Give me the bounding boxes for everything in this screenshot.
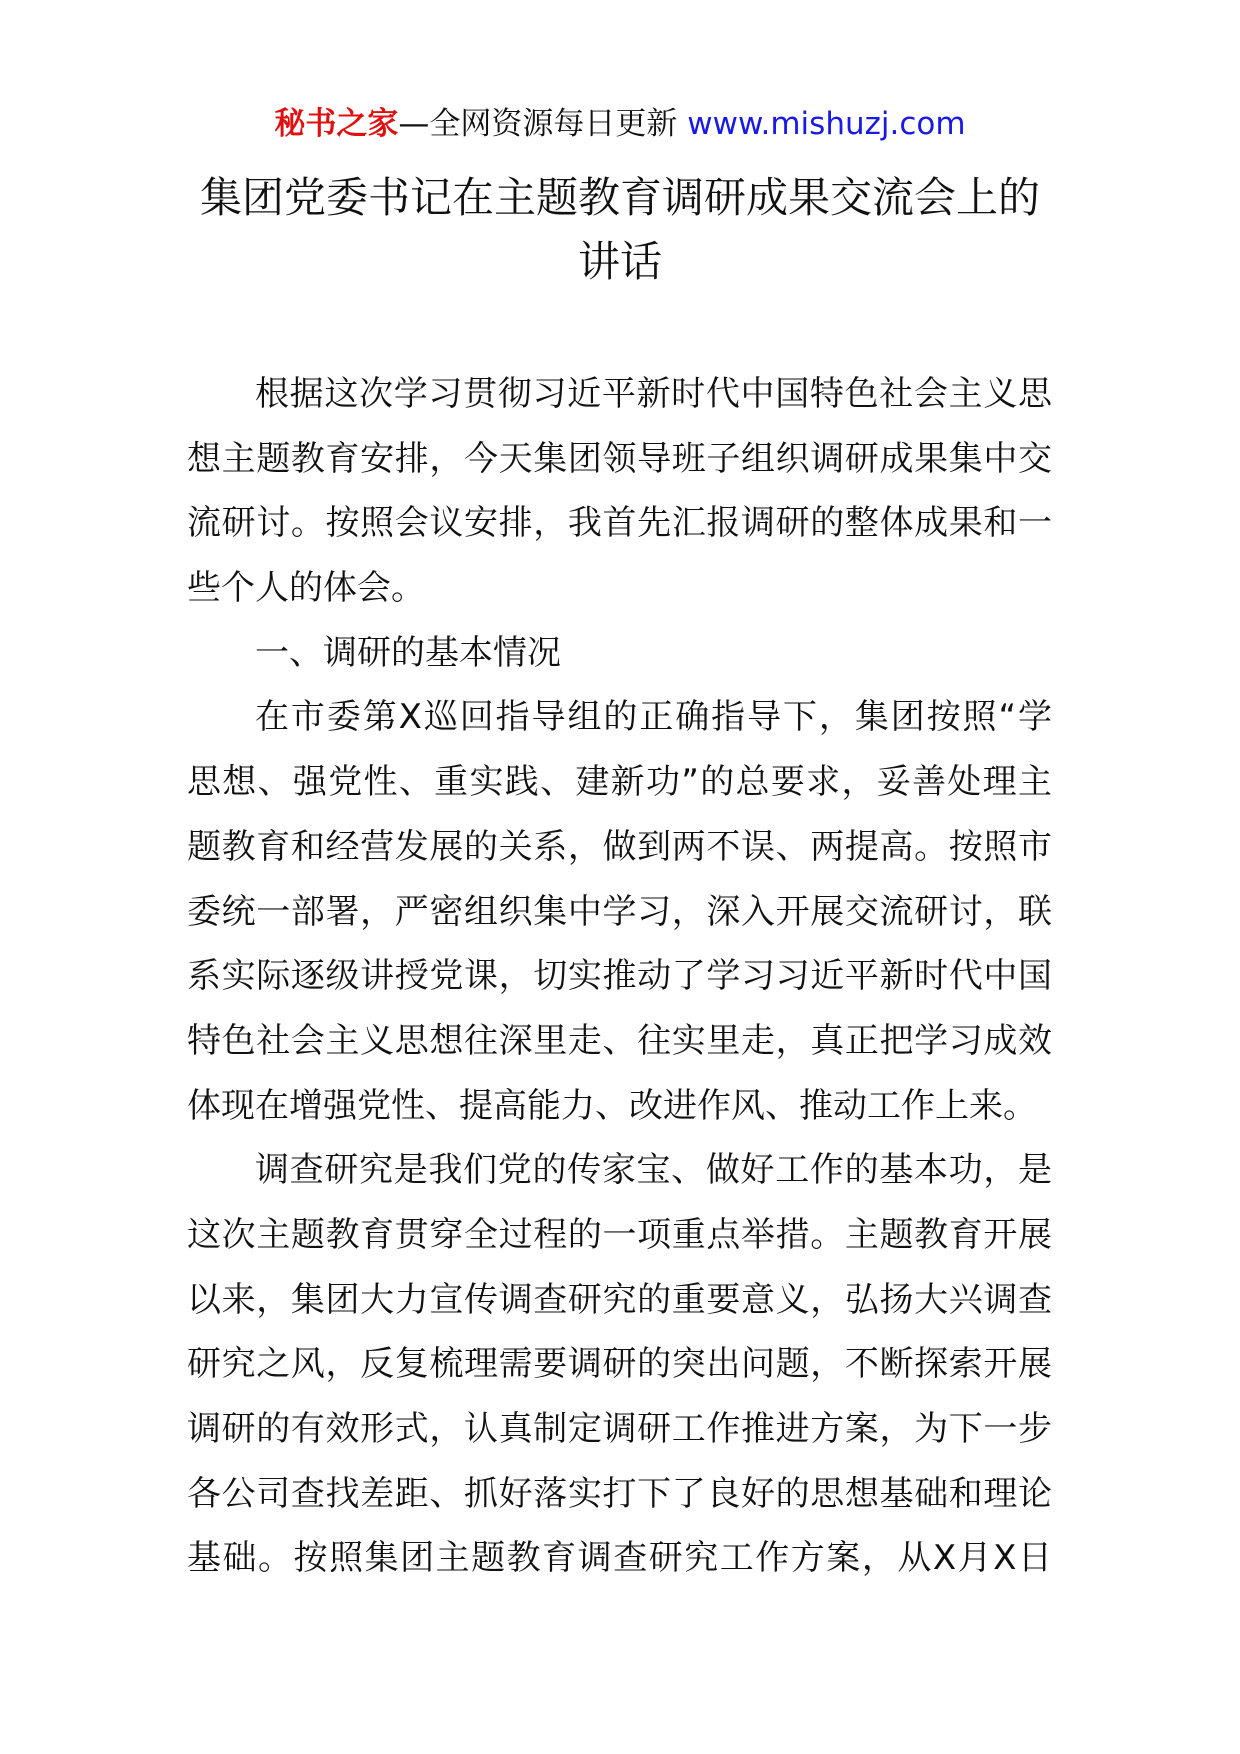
body-line: 特色社会主义思想往深里走、往实里走，真正把学习成效	[187, 1020, 1052, 1061]
body-line: 思想、强党性、重实践、建新功”的总要求，妥善处理主	[187, 762, 1052, 803]
body-line: 想主题教育安排，今天集团领导班子组织调研成果集中交	[187, 438, 1052, 479]
body-line: 系实际逐级讲授党课，切实推动了学习习近平新时代中国	[187, 956, 1052, 997]
body-line: 体现在增强党性、提高能力、改进作风、推动工作上来。	[187, 1085, 1037, 1126]
body-line: 基础。按照集团主题教育调查研究工作方案，从X月X日	[187, 1538, 1052, 1579]
section-heading: 一、调研的基本情况	[255, 632, 561, 673]
body-line: 调研的有效形式，认真制定调研工作推进方案，为下一步	[187, 1409, 1052, 1449]
body-line: 题教育和经营发展的关系，做到两不误、两提高。按照市	[187, 826, 1052, 867]
body-line: 调查研究是我们党的传家宝、做好工作的基本功，是	[255, 1150, 1052, 1191]
document-body	[187, 362, 1052, 1591]
document-title	[150, 166, 1090, 294]
body-line: 研究之风，反复梳理需要调研的突出问题，不断探索开展	[187, 1344, 1052, 1385]
header-tagline: —全网资源每日更新	[398, 106, 678, 142]
document-title-line-1: 集团党委书记在主题教育调研成果交流会上的	[199, 173, 1040, 222]
body-line: 各公司查找差距、抓好落实打下了良好的思想基础和理论	[187, 1473, 1052, 1514]
brand-name: 秘书之家	[274, 106, 399, 142]
site-header	[0, 104, 1240, 144]
body-line: 流研讨。按照会议安排，我首先汇报调研的整体成果和一	[187, 503, 1052, 544]
body-line: 在市委第X巡回指导组的正确指导下，集团按照“学	[255, 697, 1052, 738]
body-line: 委统一部署，严密组织集中学习，深入开展交流研讨，联	[187, 891, 1052, 932]
body-line: 以来，集团大力宣传调查研究的重要意义，弘扬大兴调查	[187, 1279, 1052, 1320]
document-title-line-2: 讲话	[577, 237, 662, 286]
body-line: 这次主题教育贯穿全过程的一项重点举措。主题教育开展	[187, 1214, 1052, 1255]
body-line: 根据这次学习贯彻习近平新时代中国特色社会主义思	[255, 374, 1052, 414]
body-line: 些个人的体会。	[187, 568, 425, 609]
site-url-link[interactable]: www.mishuzj.com	[687, 106, 966, 142]
